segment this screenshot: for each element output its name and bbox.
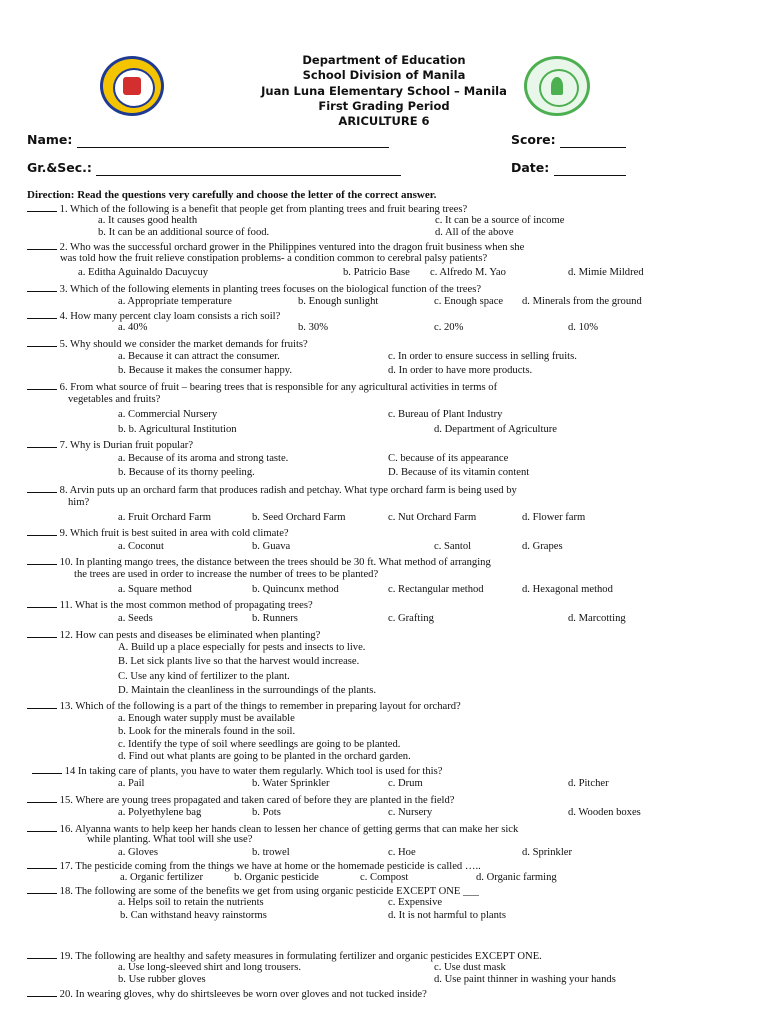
choice-c: c. It can be a source of income: [435, 215, 565, 226]
choice-a: a. It causes good health: [98, 215, 198, 226]
question-20: [27, 986, 427, 1002]
choice-d: d. Grapes: [522, 541, 563, 552]
choice-c: c. Hoe: [388, 847, 416, 858]
choice-a: a. Use long-sleeved shirt and long trousers.: [118, 962, 301, 973]
answer-blank[interactable]: [27, 821, 57, 832]
choice-b: b. Runners: [252, 613, 298, 624]
choice-a: a. Gloves: [118, 847, 159, 858]
answer-blank[interactable]: [27, 554, 57, 565]
answer-blank[interactable]: [27, 627, 57, 638]
answer-blank[interactable]: [27, 201, 57, 212]
question-3: [27, 281, 481, 297]
choice-b: b. Enough sunlight: [298, 296, 379, 307]
question-text: 14 In taking care of plants, you have to water them regularly. Which tool is used for this?: [64, 766, 443, 777]
question-text: 9. Which fruit is best suited in area with cold climate?: [59, 528, 289, 539]
choice-c: c. Use dust mask: [434, 962, 506, 973]
question-9: [27, 525, 289, 541]
answer-blank[interactable]: [27, 482, 57, 493]
choice-d: d. Sprinkler: [522, 847, 573, 858]
choice-b: b. b. Agricultural Institution: [118, 424, 237, 435]
answer-blank[interactable]: [27, 379, 57, 390]
question-text: 5. Why should we consider the market demands for fruits?: [59, 339, 308, 350]
choice-b: b. Quincunx method: [252, 584, 339, 595]
choice-c: c. Nursery: [388, 807, 433, 818]
question-text: 3. Which of the following elements in planting trees focuses on the biological function of the trees?: [59, 284, 482, 295]
choice-d: d. Hexagonal method: [522, 584, 613, 595]
choice-c: c. Drum: [388, 778, 423, 789]
grsec-line[interactable]: [96, 163, 401, 176]
grsec-field[interactable]: [27, 160, 401, 176]
question-text: 6. From what source of fruit – bearing trees that is responsible for any agricultural activities in terms of: [59, 382, 498, 393]
choice-d: d. It is not harmful to plants: [388, 910, 506, 921]
answer-blank[interactable]: [27, 437, 57, 448]
choice-c: C. because of its appearance: [388, 453, 509, 464]
choice-a: a. Appropriate temperature: [118, 296, 232, 307]
choice-d: d. Pitcher: [568, 778, 609, 789]
question-text: 2. Who was the successful orchard grower in the Philippines ventured into the dragon fruit business when she: [59, 242, 525, 253]
choice-d: d. Marcotting: [568, 613, 626, 624]
question-text: 15. Where are young trees propagated and taken cared of before they are planted in the field?: [59, 795, 455, 806]
answer-blank[interactable]: [27, 525, 57, 536]
choice-b: b. Organic pesticide: [234, 872, 319, 883]
question-text: 13. Which of the following is a part of the things to remember in preparing layout for orchard?: [59, 701, 461, 712]
answer-blank[interactable]: [27, 948, 57, 959]
choice-a: a. Organic fertilizer: [120, 872, 204, 883]
question-text: 10. In planting mango trees, the distance between the trees should be 30 ft. What method of arranging: [59, 557, 491, 568]
choice-a: a. Commercial Nursery: [118, 409, 218, 420]
answer-blank[interactable]: [27, 336, 57, 347]
date-label: Date:: [511, 160, 550, 175]
choice-c: c. Alfredo M. Yao: [430, 267, 506, 278]
score-label: Score:: [511, 132, 556, 147]
choice-d: d. All of the above: [435, 227, 514, 238]
choice-d: d. Minerals from the ground: [522, 296, 642, 307]
question-text: 16. Alyanna wants to help keep her hands clean to lessen her chance of getting germs that can make her sick: [59, 824, 519, 835]
question-text-cont: vegetables and fruits?: [68, 394, 161, 405]
grsec-label: Gr.&Sec.:: [27, 160, 92, 175]
header-subject: ARICULTURE 6: [338, 114, 430, 128]
question-text: 20. In wearing gloves, why do shirtsleeves be worn over gloves and not tucked inside?: [59, 989, 427, 1000]
choice-c: C. Use any kind of fertilizer to the plant.: [118, 671, 290, 682]
answer-blank[interactable]: [27, 308, 57, 319]
question-text: 4. How many percent clay loam consists a rich soil?: [59, 311, 281, 322]
choice-b: b. Can withstand heavy rainstorms: [120, 910, 267, 921]
choice-c: c. Nut Orchard Farm: [388, 512, 477, 523]
choice-b: b. Because it makes the consumer happy.: [118, 365, 293, 376]
header-dept: Department of Education: [302, 53, 466, 67]
question-1: [27, 201, 467, 217]
direction-text: Direction: Read the questions very carefully and choose the letter of the correct answer.: [27, 189, 437, 201]
choice-d: d. Organic farming: [476, 872, 557, 883]
answer-blank[interactable]: [27, 986, 57, 997]
choice-c: c. Compost: [360, 872, 409, 883]
score-line[interactable]: [560, 135, 626, 148]
choice-d: d. Department of Agriculture: [434, 424, 557, 435]
choice-d: D. Because of its vitamin content: [388, 467, 530, 478]
choice-b: b. Water Sprinkler: [252, 778, 330, 789]
choice-b: b. It can be an additional source of food.: [98, 227, 270, 238]
date-field[interactable]: [511, 160, 626, 176]
name-line[interactable]: [77, 135, 389, 148]
choice-a: a. 40%: [118, 322, 148, 333]
choice-b: B. Let sick plants live so that the harvest would increase.: [118, 656, 360, 667]
question-text: 7. Why is Durian fruit popular?: [59, 440, 194, 451]
choice-a: a. Editha Aguinaldo Dacuycuy: [78, 267, 209, 278]
answer-blank[interactable]: [27, 883, 57, 894]
choice-d: d. In order to have more products.: [388, 365, 533, 376]
choice-a: a. Square method: [118, 584, 192, 595]
answer-blank[interactable]: [32, 763, 62, 774]
choice-d: d. Find out what plants are going to be planted in the orchard garden.: [118, 751, 411, 762]
question-text: 12. How can pests and diseases be eliminated when planting?: [59, 630, 321, 641]
choice-a: a. Seeds: [118, 613, 153, 624]
choice-b: b. Because of its thorny peeling.: [118, 467, 255, 478]
choice-b: b. Seed Orchard Farm: [252, 512, 346, 523]
choice-d: d. Mimie Mildred: [568, 267, 644, 278]
question-4: [27, 308, 280, 324]
choice-c: c. 20%: [434, 322, 464, 333]
score-field[interactable]: [511, 132, 626, 148]
choice-a: a. Pail: [118, 778, 145, 789]
question-text-cont: him?: [68, 497, 90, 508]
answer-blank[interactable]: [27, 858, 57, 869]
question-11: [27, 597, 313, 613]
choice-b: b. Use rubber gloves: [118, 974, 206, 985]
question-text-cont: was told how the fruit relieve constipation problems- a condition common to cerebral palsy patients?: [60, 253, 488, 264]
answer-blank[interactable]: [27, 698, 57, 709]
answer-blank[interactable]: [27, 239, 57, 250]
choice-d: D. Maintain the cleanliness in the surroundings of the plants.: [118, 685, 377, 696]
choice-d: d. Flower farm: [522, 512, 586, 523]
choice-c: c. Enough space: [434, 296, 504, 307]
answer-blank[interactable]: [27, 597, 57, 608]
choice-a: a. Fruit Orchard Farm: [118, 512, 211, 523]
question-14: [32, 763, 442, 779]
date-line[interactable]: [554, 163, 626, 176]
choice-b: b. Pots: [252, 807, 281, 818]
choice-b: b. Patricio Base: [343, 267, 410, 278]
choice-b: b. 30%: [298, 322, 329, 333]
question-text: 17. The pesticide coming from the things we have at home or the homemade pesticide is called …..: [59, 861, 481, 872]
choice-a: a. Because it can attract the consumer.: [118, 351, 280, 362]
question-text: 11. What is the most common method of propagating trees?: [59, 600, 313, 611]
choice-b: b. Guava: [252, 541, 291, 552]
question-text: 18. The following are some of the benefits we get from using organic pesticide EXCEPT ONE ___: [59, 886, 479, 897]
answer-blank[interactable]: [27, 281, 57, 292]
name-field[interactable]: [27, 132, 389, 148]
header-school: Juan Luna Elementary School – Manila: [261, 84, 507, 98]
choice-c: c. Grafting: [388, 613, 434, 624]
choice-c: c. Rectangular method: [388, 584, 484, 595]
choice-b: b. trowel: [252, 847, 290, 858]
question-text-cont: the trees are used in order to increase the number of trees to be planted?: [74, 569, 379, 580]
question-text: 8. Arvin puts up an orchard farm that produces radish and petchay. What type orchard farm is being used by: [59, 485, 517, 496]
choice-c: c. In order to ensure success in selling fruits.: [388, 351, 577, 362]
header-period: First Grading Period: [318, 99, 450, 113]
name-label: Name:: [27, 132, 73, 147]
choice-d: d. Use paint thinner in washing your hands: [434, 974, 616, 985]
choice-a: A. Build up a place especially for pests and insects to live.: [118, 642, 366, 653]
answer-blank[interactable]: [27, 792, 57, 803]
question-8: [27, 482, 517, 498]
choice-c: c. Bureau of Plant Industry: [388, 409, 503, 420]
header-division: School Division of Manila: [302, 68, 466, 82]
question-text: 1. Which of the following is a benefit that people get from planting trees and fruit bearing trees?: [59, 204, 468, 215]
choice-a: a. Because of its aroma and strong taste.: [118, 453, 289, 464]
choice-b: b. Look for the minerals found in the soil.: [118, 726, 296, 737]
choice-c: c. Expensive: [388, 897, 443, 908]
choice-d: d. Wooden boxes: [568, 807, 641, 818]
question-text: 19. The following are healthy and safety measures in formulating fertilizer and organic pesticides EXCEPT ONE.: [59, 951, 542, 962]
question-7: [27, 437, 193, 453]
choice-c: c. Identify the type of soil where seedlings are going to be planted.: [118, 739, 401, 750]
question-text-cont: while planting. What tool will she use?: [87, 834, 253, 845]
choice-d: d. 10%: [568, 322, 599, 333]
choice-a: a. Polyethylene bag: [118, 807, 202, 818]
choice-a: a. Coconut: [118, 541, 164, 552]
choice-c: c. Santol: [434, 541, 472, 552]
choice-a: a. Enough water supply must be available: [118, 713, 295, 724]
choice-a: a. Helps soil to retain the nutrients: [118, 897, 264, 908]
